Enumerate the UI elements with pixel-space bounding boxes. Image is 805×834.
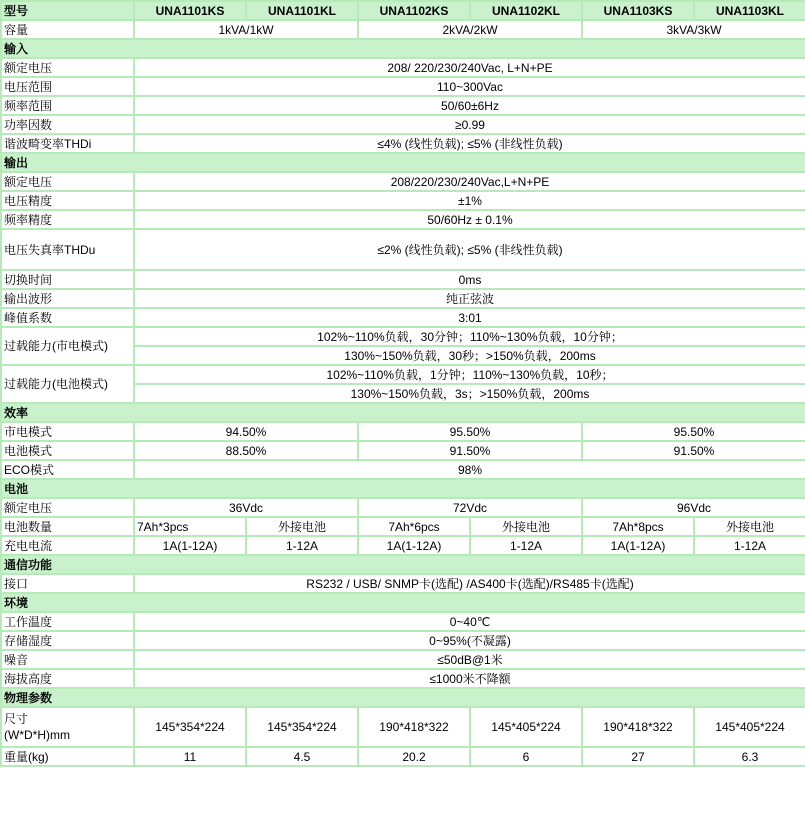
table-row (1, 270, 805, 289)
row-value: 6.3 (694, 747, 805, 766)
row-value: ±1% (134, 191, 805, 210)
row-label: 功率因数 (1, 115, 134, 134)
section-title: 电池 (1, 479, 805, 498)
row-label: 额定电压 (1, 172, 134, 191)
capacity-1: 1kVA/1kW (134, 20, 358, 39)
model-6: UNA1103KL (694, 1, 805, 20)
section-communication (1, 555, 805, 574)
model-label: 型号 (1, 1, 134, 20)
table-row (1, 115, 805, 134)
row-value: 6 (470, 747, 582, 766)
row-value: ≤50dB@1米 (134, 650, 805, 669)
row-value: 11 (134, 747, 246, 766)
row-value: 96Vdc (582, 498, 805, 517)
row-value: 50/60Hz ± 0.1% (134, 210, 805, 229)
row-value: 0ms (134, 270, 805, 289)
row-value: 88.50% (134, 441, 358, 460)
row-value: 27 (582, 747, 694, 766)
row-value: 95.50% (358, 422, 582, 441)
row-value: 50/60±6Hz (134, 96, 805, 115)
row-value: 7Ah*8pcs (582, 517, 694, 536)
row-label: 海拔高度 (1, 669, 134, 688)
row-label: 噪音 (1, 650, 134, 669)
section-environment (1, 593, 805, 612)
row-value: 1A(1-12A) (582, 536, 694, 555)
row-value-line1: 102%~110%负载，1分钟；110%~130%负载，10秒； (134, 365, 805, 384)
section-title: 环境 (1, 593, 805, 612)
capacity-3: 3kVA/3kW (582, 20, 805, 39)
row-value: 1A(1-12A) (358, 536, 470, 555)
table-row (1, 77, 805, 96)
row-value: 1-12A (470, 536, 582, 555)
row-value: 20.2 (358, 747, 470, 766)
table-row (1, 631, 805, 650)
row-label: 频率精度 (1, 210, 134, 229)
table-row (1, 229, 805, 270)
section-efficiency (1, 403, 805, 422)
model-3: UNA1102KS (358, 1, 470, 20)
row-value: RS232 / USB/ SNMP卡(选配) /AS400卡(选配)/RS485卡(选配) (134, 574, 805, 593)
row-value: 145*354*224 (134, 707, 246, 747)
table-row (1, 536, 805, 555)
table-row (1, 172, 805, 191)
table-row (1, 327, 805, 346)
row-label: 电压精度 (1, 191, 134, 210)
table-row (1, 517, 805, 536)
row-value: 110~300Vac (134, 77, 805, 96)
row-label: 额定电压 (1, 58, 134, 77)
row-label: ECO模式 (1, 460, 134, 479)
row-value: 1-12A (694, 536, 805, 555)
header-row (1, 1, 805, 20)
row-value: 36Vdc (134, 498, 358, 517)
table-row (1, 612, 805, 631)
row-label: 电压失真率THDu (1, 229, 134, 270)
row-label: 存储湿度 (1, 631, 134, 650)
row-label: 切换时间 (1, 270, 134, 289)
row-label (1, 707, 134, 747)
row-value: 7Ah*3pcs (134, 517, 246, 536)
row-value: 91.50% (358, 441, 582, 460)
row-value: 95.50% (582, 422, 805, 441)
row-label: 电压范围 (1, 77, 134, 96)
table-row (1, 289, 805, 308)
row-label: 电池模式 (1, 441, 134, 460)
row-label: 市电模式 (1, 422, 134, 441)
section-battery (1, 479, 805, 498)
table-row (1, 441, 805, 460)
row-value-line2: 130%~150%负载，3s；>150%负载，200ms (134, 384, 805, 403)
model-5: UNA1103KS (582, 1, 694, 20)
section-title: 输出 (1, 153, 805, 172)
section-physical (1, 688, 805, 707)
row-value: 3:01 (134, 308, 805, 327)
capacity-2: 2kVA/2kW (358, 20, 582, 39)
dimension-label-line1: 尺寸 (4, 712, 29, 726)
row-value: 0~95%(不凝露) (134, 631, 805, 650)
section-input (1, 39, 805, 58)
table-row (1, 96, 805, 115)
section-title: 通信功能 (1, 555, 805, 574)
table-row (1, 498, 805, 517)
row-label: 电池数量 (1, 517, 134, 536)
row-value-line2: 130%~150%负载，30秒；>150%负载，200ms (134, 346, 805, 365)
row-label: 额定电压 (1, 498, 134, 517)
row-value: 外接电池 (470, 517, 582, 536)
dimension-label-line2: (W*D*H)mm (4, 728, 70, 742)
capacity-row (1, 20, 805, 39)
row-value: 94.50% (134, 422, 358, 441)
row-value: ≤2% (线性负载); ≤5% (非线性负载) (134, 229, 805, 270)
table-row (1, 58, 805, 77)
table-row (1, 650, 805, 669)
row-label: 输出波形 (1, 289, 134, 308)
table-row (1, 460, 805, 479)
row-value: 145*354*224 (246, 707, 358, 747)
table-row (1, 747, 805, 766)
row-value: 190*418*322 (582, 707, 694, 747)
row-value: 91.50% (582, 441, 805, 460)
row-value: 145*405*224 (694, 707, 805, 747)
table-row (1, 422, 805, 441)
section-output (1, 153, 805, 172)
row-label: 过载能力(电池模式) (1, 365, 134, 403)
row-value: 外接电池 (246, 517, 358, 536)
row-value: 纯正弦波 (134, 289, 805, 308)
row-value: 72Vdc (358, 498, 582, 517)
capacity-label: 容量 (1, 20, 134, 39)
row-value: 7Ah*6pcs (358, 517, 470, 536)
table-row (1, 365, 805, 384)
row-value: 外接电池 (694, 517, 805, 536)
row-label: 谐波畸变率THDi (1, 134, 134, 153)
row-value: 1-12A (246, 536, 358, 555)
model-2: UNA1101KL (246, 1, 358, 20)
model-4: UNA1102KL (470, 1, 582, 20)
section-title: 物理参数 (1, 688, 805, 707)
row-label: 峰值系数 (1, 308, 134, 327)
row-value: ≥0.99 (134, 115, 805, 134)
row-value: 145*405*224 (470, 707, 582, 747)
section-title: 输入 (1, 39, 805, 58)
table-row (1, 210, 805, 229)
row-label: 重量(kg) (1, 747, 134, 766)
table-row (1, 134, 805, 153)
row-value: ≤1000米不降额 (134, 669, 805, 688)
table-row (1, 669, 805, 688)
table-row (1, 308, 805, 327)
table-row (1, 574, 805, 593)
row-label: 接口 (1, 574, 134, 593)
row-value: 98% (134, 460, 805, 479)
row-label: 过载能力(市电模式) (1, 327, 134, 365)
row-value: 1A(1-12A) (134, 536, 246, 555)
section-title: 效率 (1, 403, 805, 422)
table-row (1, 191, 805, 210)
row-label: 频率范围 (1, 96, 134, 115)
row-value: 208/220/230/240Vac,L+N+PE (134, 172, 805, 191)
row-value: 4.5 (246, 747, 358, 766)
row-value-line1: 102%~110%负载，30分钟；110%~130%负载，10分钟； (134, 327, 805, 346)
table-row (1, 707, 805, 747)
row-value: 190*418*322 (358, 707, 470, 747)
row-label: 工作温度 (1, 612, 134, 631)
row-label: 充电电流 (1, 536, 134, 555)
row-value: 208/ 220/230/240Vac, L+N+PE (134, 58, 805, 77)
model-1: UNA1101KS (134, 1, 246, 20)
row-value: ≤4% (线性负载); ≤5% (非线性负载) (134, 134, 805, 153)
row-value: 0~40℃ (134, 612, 805, 631)
